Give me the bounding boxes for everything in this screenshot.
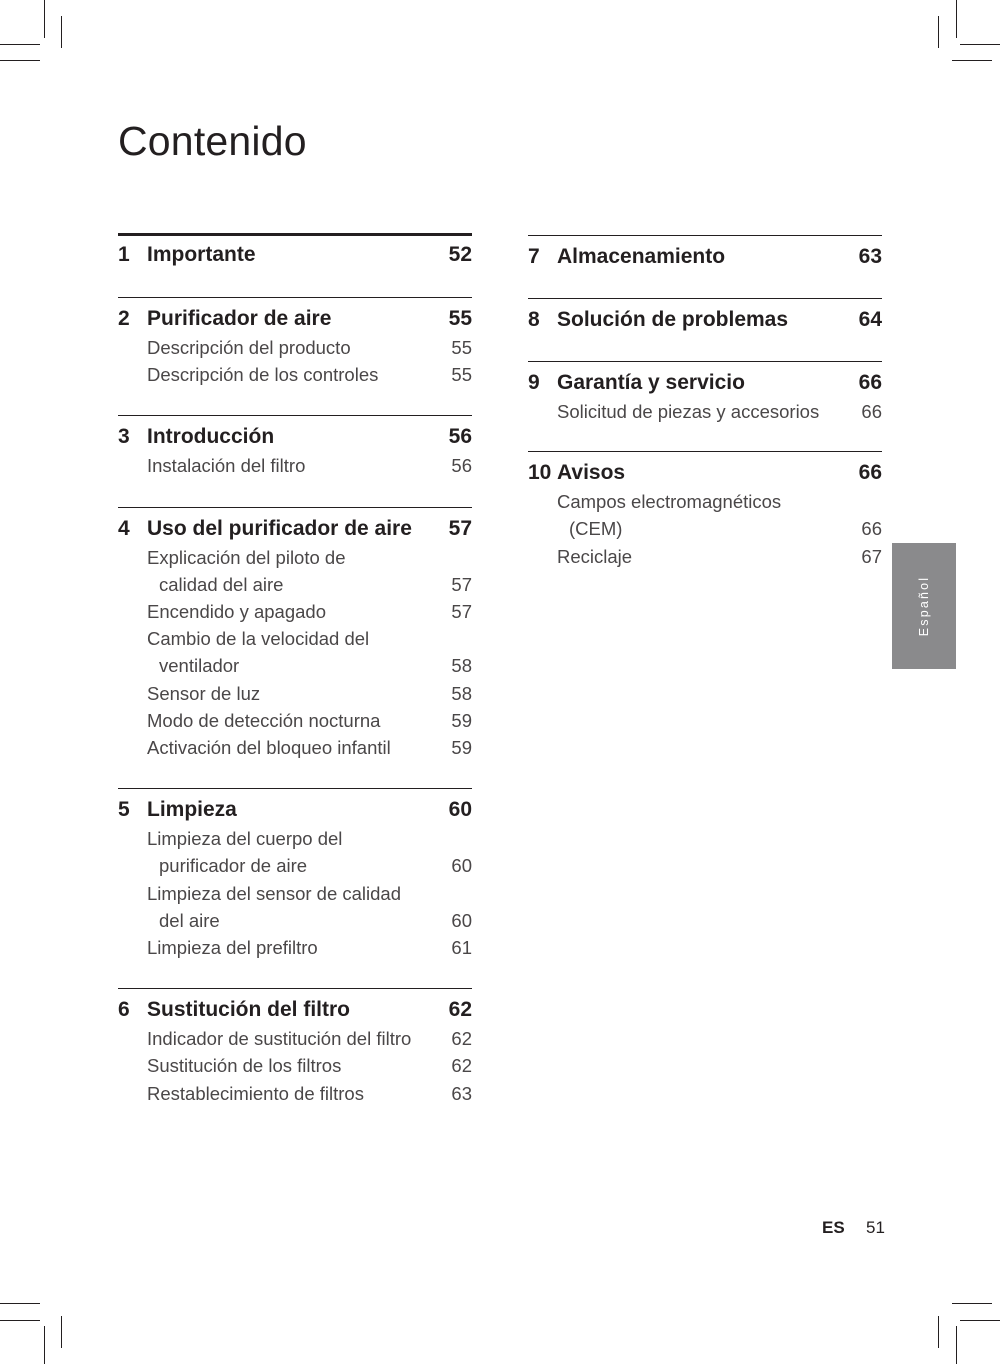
toc-entry-line: Restablecimiento de filtros	[147, 1082, 364, 1104]
toc-entry-title	[147, 880, 451, 934]
toc-entry-title	[147, 1025, 451, 1052]
toc-entry-line: Explicación del piloto de	[147, 546, 346, 568]
toc-entry-title	[147, 1080, 451, 1107]
toc-entry-page: 57	[451, 601, 472, 623]
crop-mark	[0, 1320, 40, 1321]
crop-mark	[952, 1303, 992, 1304]
toc-section-page: 66	[858, 371, 882, 394]
toc-entry[interactable]	[118, 825, 472, 879]
toc-section-page: 63	[858, 245, 882, 268]
toc-section	[118, 988, 472, 1107]
toc-entry-line: Descripción del producto	[147, 337, 351, 358]
toc-section-title: Solución de problemas	[557, 308, 789, 331]
crop-mark	[956, 0, 957, 38]
toc-entry-page: 58	[451, 682, 472, 704]
toc-entry-title	[557, 543, 861, 570]
toc-section-number: 2	[118, 307, 130, 330]
toc-entry-title	[147, 707, 451, 734]
crop-mark	[0, 44, 40, 45]
toc-section-page: 64	[858, 308, 882, 331]
toc-entry[interactable]	[528, 543, 882, 570]
crop-mark	[938, 16, 939, 48]
toc-entry-page: 59	[451, 737, 472, 759]
toc-entry[interactable]	[118, 334, 472, 361]
crop-mark	[956, 1326, 957, 1364]
toc-section-heading[interactable]	[528, 367, 882, 398]
toc-entry[interactable]	[118, 680, 472, 707]
toc-section-title: Garantía y servicio	[557, 371, 745, 394]
crop-mark	[0, 1303, 40, 1304]
toc-section-number: 9	[528, 371, 540, 394]
toc-section-title: Avisos	[557, 461, 626, 485]
toc-entry-title	[147, 734, 451, 761]
language-tab	[892, 543, 956, 669]
toc-entry-page: 62	[451, 1028, 472, 1050]
toc-entry-line-continued: purificador de aire	[159, 855, 308, 877]
toc-entry-page: 66	[861, 518, 882, 540]
crop-mark	[0, 60, 40, 61]
toc-entry-line: Descripción de los controles	[147, 364, 379, 386]
page-title: Contenido	[118, 118, 307, 164]
toc-entry-title	[147, 625, 451, 679]
toc-entry-title	[557, 488, 861, 542]
toc-entry[interactable]	[118, 544, 472, 598]
toc-entry-page: 62	[451, 1055, 472, 1077]
toc-entry[interactable]	[118, 1025, 472, 1052]
toc-entry[interactable]	[118, 625, 472, 679]
toc-entry-page: 56	[451, 455, 472, 477]
toc-section	[118, 233, 472, 270]
toc-entry-line-continued: ventilador	[159, 655, 240, 677]
toc-section-number: 7	[528, 245, 540, 268]
toc-entry-page: 59	[451, 709, 472, 731]
toc-section-heading[interactable]	[528, 457, 882, 488]
toc-entry-line: Reciclaje	[557, 545, 633, 567]
toc-section-page: 52	[448, 243, 472, 266]
toc-section-title: Importante	[147, 243, 256, 266]
crop-mark	[61, 1316, 62, 1348]
toc-entry-line: Indicador de sustitución del filtro	[147, 1028, 412, 1050]
toc-section-title: Purificador de aire	[147, 307, 332, 330]
toc-entry-line: Encendido y apagado	[147, 601, 326, 623]
crop-mark	[938, 1316, 939, 1348]
toc-entry[interactable]	[118, 934, 472, 961]
toc-entry-line: Solicitud de piezas y accesorios	[557, 401, 820, 422]
toc-section	[528, 298, 882, 335]
toc-entry-title	[147, 361, 451, 388]
toc-entry-line-continued: (CEM)	[569, 518, 623, 540]
toc-entry-title	[147, 334, 451, 361]
toc-entry[interactable]	[118, 1052, 472, 1079]
toc-section	[118, 788, 472, 961]
toc-section-page: 55	[448, 307, 472, 330]
toc-section-number: 5	[118, 798, 130, 822]
crop-mark	[960, 1320, 1000, 1321]
crop-mark	[44, 1326, 45, 1364]
toc-entry-line: Limpieza del sensor de calidad	[147, 882, 402, 904]
toc-left-column	[118, 233, 472, 1107]
toc-entry-line: Limpieza del prefiltro	[147, 937, 318, 959]
toc-section-number: 3	[118, 425, 130, 449]
toc-entry-line-continued: del aire	[159, 909, 220, 931]
toc-entry-line: Cambio de la velocidad del	[147, 628, 370, 650]
toc-entry-page: 60	[451, 909, 472, 931]
toc-section	[118, 507, 472, 762]
toc-entry-page: 58	[451, 655, 472, 677]
toc-entry[interactable]	[528, 398, 882, 425]
toc-entry[interactable]	[118, 361, 472, 388]
toc-entry-line-continued: calidad del aire	[159, 573, 284, 595]
toc-entry-title	[147, 680, 451, 707]
toc-entry-line: Limpieza del cuerpo del	[147, 828, 343, 850]
toc-section	[118, 415, 472, 479]
toc-entry-line: Sustitución de los filtros	[147, 1055, 342, 1077]
toc-section-heading[interactable]	[118, 513, 472, 544]
toc-entry-page: 67	[861, 545, 882, 567]
toc-section-page: 66	[858, 461, 882, 485]
toc-section-number: 8	[528, 308, 540, 331]
toc-entry-line: Activación del bloqueo infantil	[147, 737, 391, 759]
toc-entry[interactable]	[118, 1080, 472, 1107]
toc-right-column	[528, 235, 882, 570]
toc-entry[interactable]	[528, 488, 882, 542]
toc-entry-page: 63	[451, 1082, 472, 1104]
toc-entry-page: 55	[451, 364, 472, 386]
toc-section-heading[interactable]	[118, 303, 472, 334]
toc-section-title: Sustitución del filtro	[147, 998, 350, 1022]
toc-section-title: Uso del purificador de aire	[147, 516, 412, 540]
crop-mark	[952, 60, 992, 61]
language-tab-label: Español	[917, 575, 931, 637]
toc-entry-line: Instalación del filtro	[147, 455, 306, 477]
toc-section-heading[interactable]	[118, 239, 472, 270]
toc-section-number: 6	[118, 998, 130, 1022]
toc-entry-line: Campos electromagnéticos	[557, 491, 782, 513]
toc-section	[118, 297, 472, 388]
toc-entry[interactable]	[118, 734, 472, 761]
toc-entry-page: 55	[451, 337, 472, 358]
toc-entry-title	[147, 934, 451, 961]
toc-entry-page: 60	[451, 855, 472, 877]
toc-entry[interactable]	[118, 452, 472, 479]
toc-entry-line: Modo de detección nocturna	[147, 709, 381, 731]
footer-language-code: ES	[822, 1218, 845, 1237]
toc-section-page: 60	[448, 798, 472, 822]
crop-mark	[61, 16, 62, 48]
toc-entry-page: 61	[451, 937, 472, 959]
toc-section-number: 4	[118, 516, 130, 540]
toc-section-heading[interactable]	[528, 241, 882, 272]
toc-entry-title	[147, 452, 451, 479]
toc-section-heading[interactable]	[118, 794, 472, 825]
toc-entry-title	[147, 544, 451, 598]
toc-entry-line: Sensor de luz	[147, 682, 261, 704]
toc-section	[528, 235, 882, 272]
toc-section-title: Introducción	[147, 425, 275, 449]
crop-mark	[44, 0, 45, 38]
toc-entry[interactable]	[118, 598, 472, 625]
toc-section-title: Almacenamiento	[557, 245, 726, 268]
footer-page-number: 51	[866, 1218, 885, 1237]
toc-section-title: Limpieza	[147, 798, 237, 822]
toc-section-heading[interactable]	[118, 421, 472, 452]
toc-entry-title	[147, 1052, 451, 1079]
toc-section-page: 56	[448, 425, 472, 449]
toc-entry[interactable]	[118, 707, 472, 734]
toc-section-heading[interactable]	[528, 304, 882, 335]
toc-entry-page: 57	[451, 573, 472, 595]
toc-entry-title	[147, 825, 451, 879]
toc-entry-title	[147, 598, 451, 625]
crop-mark	[960, 44, 1000, 45]
toc-section-page: 62	[448, 998, 472, 1022]
toc-entry-title	[557, 398, 861, 425]
toc-entry[interactable]	[118, 880, 472, 934]
toc-section	[528, 451, 882, 570]
toc-section	[528, 361, 882, 425]
toc-section-number: 1	[118, 243, 130, 266]
toc-section-page: 57	[448, 516, 472, 540]
toc-section-number: 10	[528, 461, 552, 485]
toc-section-heading[interactable]	[118, 994, 472, 1025]
toc-entry-page: 66	[861, 401, 882, 422]
